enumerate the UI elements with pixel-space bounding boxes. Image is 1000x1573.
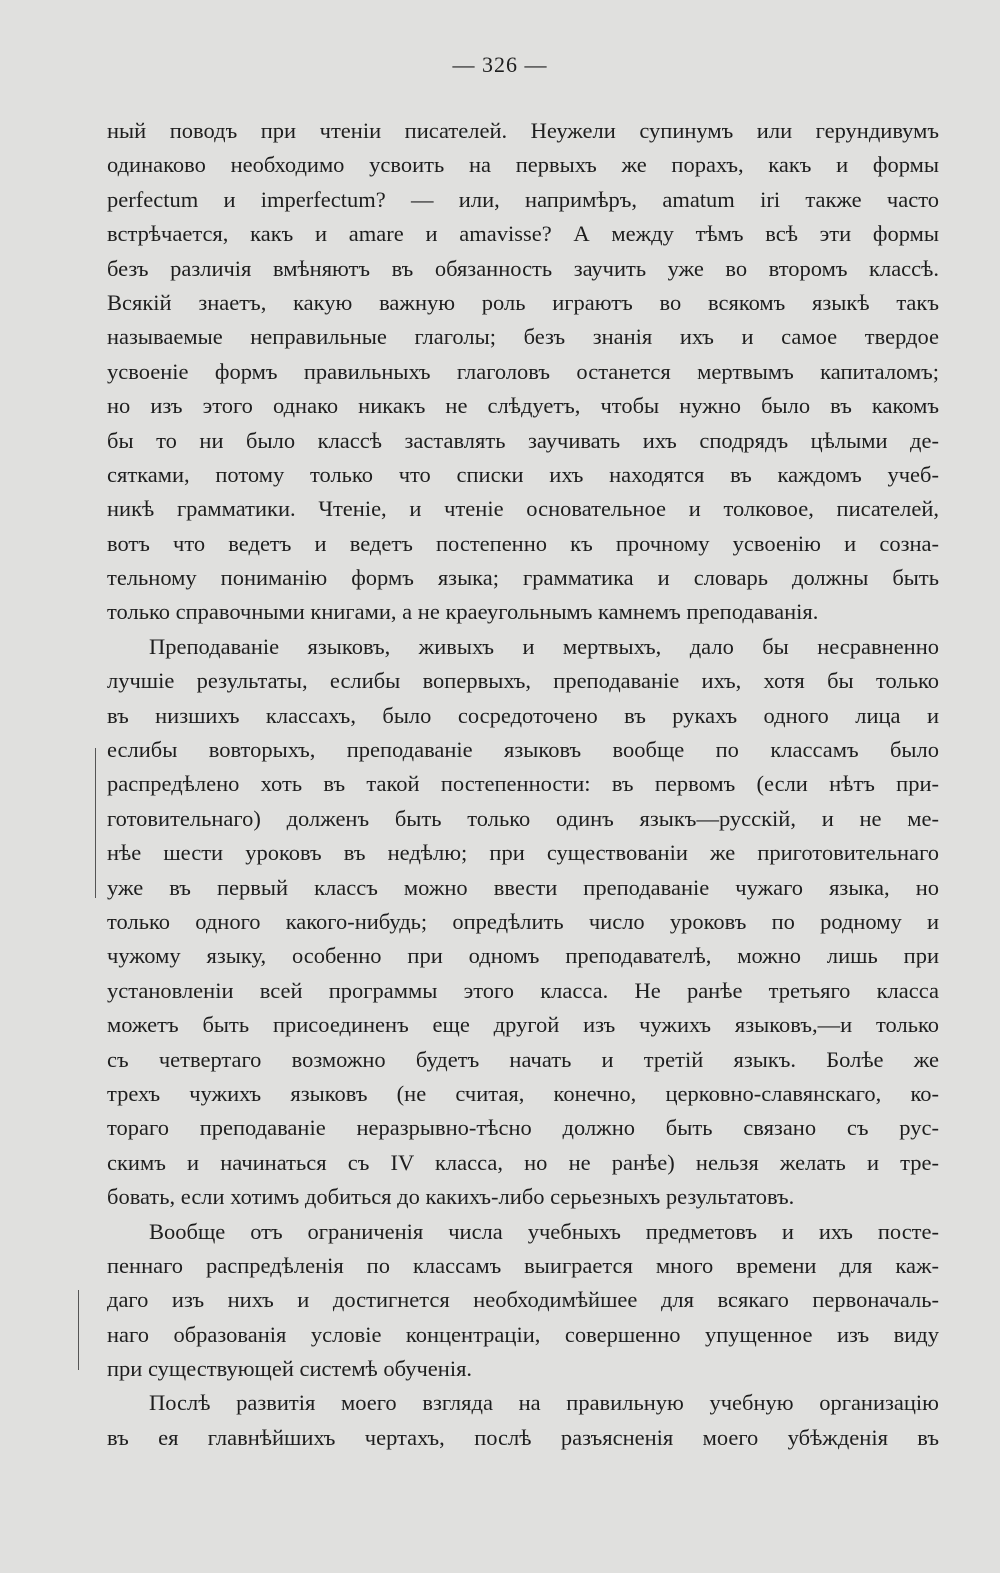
text-line: никѣ грамматики. Чтеніе, и чтеніе основательное и толковое, писателей, [107, 496, 939, 522]
text-line: даго изъ нихъ и достигнется необходимѣйшее для всякаго первоначаль- [107, 1287, 939, 1313]
text-line: скимъ и начинаться съ IV класса, но не ранѣе) нельзя желать и тре- [107, 1149, 939, 1175]
text-line: можетъ быть присоединенъ еще другой изъ чужихъ языковъ,—и только [107, 1012, 939, 1038]
text-line: распредѣлено хоть въ такой постепенности: въ первомъ (если нѣтъ при- [107, 771, 939, 797]
text-line: одинаково необходимо усвоить на первыхъ же порахъ, какъ и формы [107, 152, 939, 178]
text-line: трехъ чужихъ языковъ (не считая, конечно, церковно-славянскаго, ко- [107, 1080, 939, 1106]
text-line: уже въ первый классъ можно ввести преподаваніе чужаго языка, но [107, 874, 939, 900]
margin-pencil-mark [95, 748, 96, 898]
text-line: лучшіе результаты, еслибы вопервыхъ, преподаваніе ихъ, хотя бы только [107, 668, 939, 694]
text-line: готовительнаго) долженъ быть только одинъ языкъ—русскій, и не ме- [107, 805, 939, 831]
text-line: ный поводъ при чтенiи писателей. Неужели супинумъ или герундивумъ [107, 118, 939, 143]
text-line: тораго преподаваніе неразрывно-тѣсно должно быть связано съ рус- [107, 1115, 939, 1141]
text-line: perfectum и imperfectum? — или, напримѣръ, amatum iri также часто [107, 186, 939, 212]
text-line: Вообще отъ ограниченія числа учебныхъ предметовъ и ихъ посте- [149, 1218, 939, 1244]
text-line: вотъ что ведетъ и ведетъ постепенно къ прочному усвоенію и созна- [107, 530, 939, 556]
text-line: наго образованія условіе концентраціи, совершенно упущенное изъ виду [107, 1321, 939, 1347]
text-line: съ четвертаго возможно будетъ начать и третій языкъ. Болѣе же [107, 1046, 939, 1072]
text-line: нѣе шести уроковъ въ недѣлю; при существованіи же приготовительнаго [107, 840, 939, 866]
text-line: установленіи всей программы этого класса. Не ранѣе третьяго класса [107, 977, 939, 1003]
text-line: въ низшихъ классахъ, было сосредоточено въ рукахъ одного лица и [107, 702, 939, 728]
text-line: бовать, если хотимъ добиться до какихъ-либо серьезныхъ результатовъ. [107, 1184, 795, 1210]
text-line: Преподаваніе языковъ, живыхъ и мертвыхъ, дало бы несравненно [149, 633, 939, 659]
text-line: сятками, потому только что списки ихъ находятся въ каждомъ учеб- [107, 461, 939, 487]
text-line: безъ различія вмѣняютъ въ обязанность заучить уже во второмъ классѣ. [107, 255, 939, 281]
text-line: еслибы вовторыхъ, преподаваніе языковъ вообще по классамъ было [107, 737, 939, 763]
paragraph [107, 114, 939, 630]
text-line: чужому языку, особенно при одномъ преподавателѣ, можно лишь при [107, 943, 939, 969]
text-line: бы то ни было классѣ заставлять заучивать ихъ сподрядъ цѣлыми де- [107, 427, 939, 453]
paragraph [107, 630, 939, 1215]
text-line: называемые неправильные глаголы; безъ знанія ихъ и самое твердое [107, 324, 939, 350]
text-line: Послѣ развитія моего взгляда на правильную учебную организацію [149, 1390, 939, 1416]
text-line: пеннаго распредѣленія по классамъ выиграется много времени для каж- [107, 1252, 939, 1278]
body-text [107, 114, 939, 1455]
text-line: при существующей системѣ обученія. [107, 1356, 473, 1382]
text-line: усвоеніе формъ правильныхъ глаголовъ останется мертвымъ капиталомъ; [107, 358, 939, 384]
paragraph [107, 1215, 939, 1387]
text-line: Всякій знаетъ, какую важную роль играютъ во всякомъ языкѣ такъ [107, 289, 939, 315]
text-line: тельному пониманію формъ языка; грамматика и словарь должны быть [107, 565, 939, 591]
text-line: встрѣчается, какъ и amare и amavisse? А между тѣмъ всѣ эти формы [107, 221, 939, 247]
paragraph [107, 1386, 939, 1455]
margin-pencil-mark [78, 1290, 79, 1370]
text-line: только одного какого-нибудь; опредѣлить число уроковъ по родному и [107, 908, 939, 934]
page-number: — 326 — [452, 52, 548, 77]
text-line: въ ея главнѣйшихъ чертахъ, послѣ разъясненія моего убѣжденія въ [107, 1424, 939, 1450]
text-line: но изъ этого однако никакъ не слѣдуетъ, чтобы нужно было въ какомъ [107, 393, 939, 419]
text-line: только справочными книгами, а не краеугольнымъ камнемъ преподаванія. [107, 599, 819, 625]
